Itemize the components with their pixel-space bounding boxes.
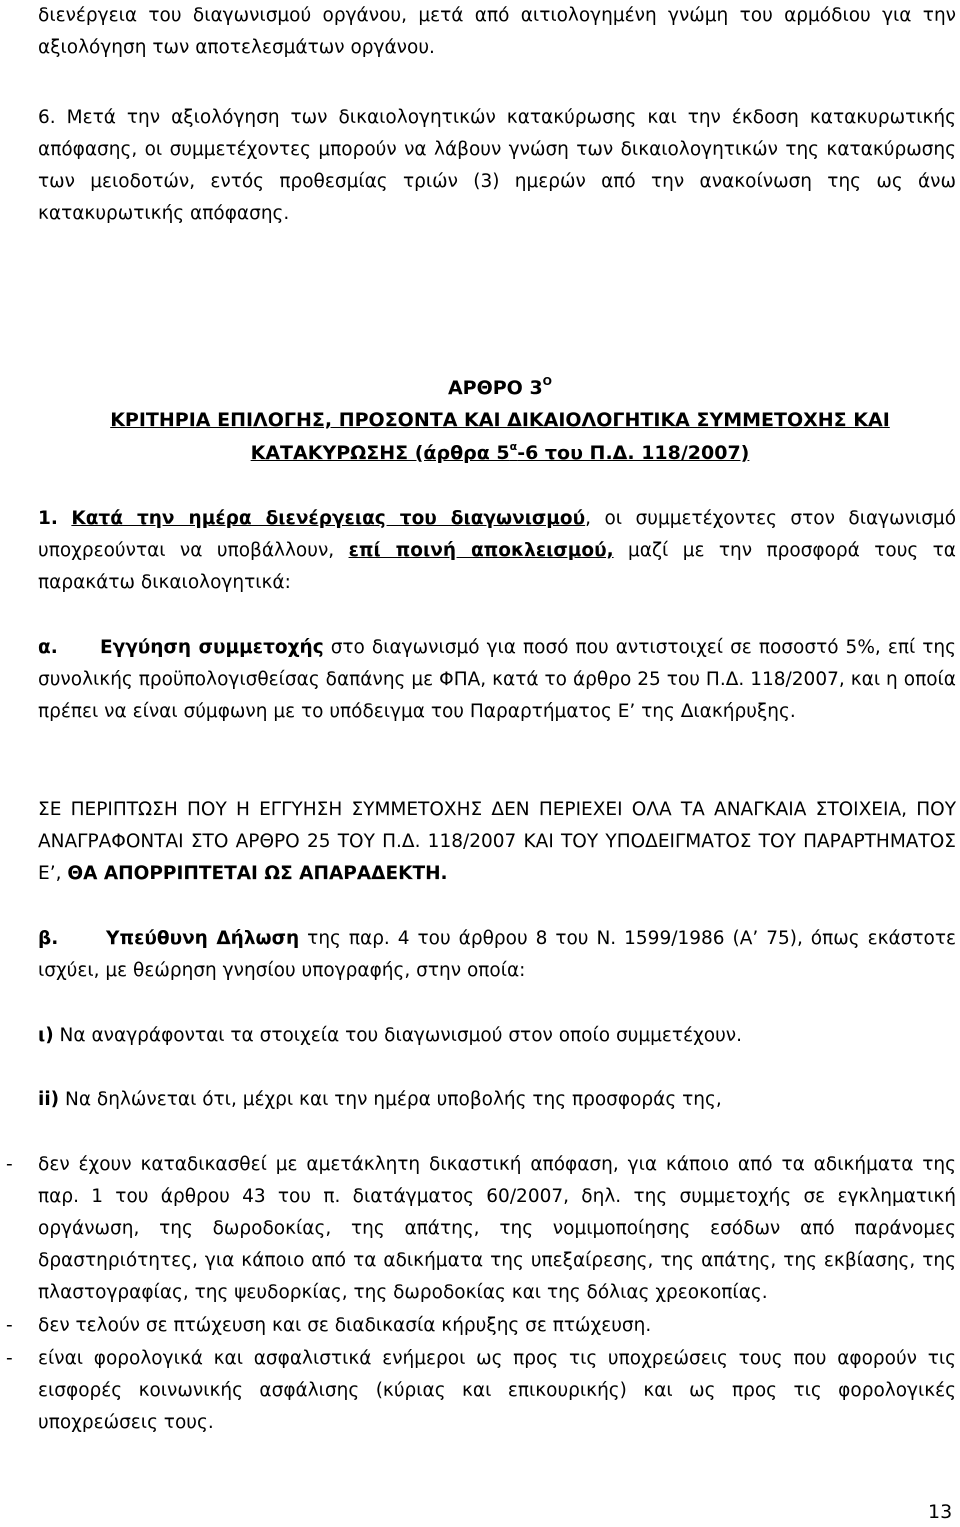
sub-item-ii bbox=[38, 1084, 956, 1116]
paragraph-1-emphasis: επί ποινή αποκλεισμού, bbox=[348, 540, 614, 561]
item-a-title: Εγγύηση συμμετοχής bbox=[99, 637, 324, 658]
item-b-label: β. bbox=[38, 928, 59, 949]
sub-item-i bbox=[38, 1020, 956, 1052]
paragraph-1-text1: , οι συμμετέχοντες στον διαγωνισμό υποχρεούνται να υποβάλλουν, bbox=[38, 508, 957, 561]
paragraph-1-lead: Κατά την ημέρα διενέργειας του διαγωνισμού bbox=[71, 508, 586, 529]
article-subtitle-2-sup: α bbox=[509, 440, 518, 453]
article-subtitle-2 bbox=[251, 442, 750, 464]
article-title-superscript: Ο bbox=[542, 375, 553, 388]
dash-item-text: δεν έχουν καταδικασθεί με αμετάκλητη δικαστική απόφαση, για κάποιο από τα αδικήματα της παρ. 1 του άρθρου 43 του π. διατάγματος 60/2007, δηλ. της συμμετοχής σε εγκληματική οργάνωση, της δωροδοκίας, της απάτης, της νομιμοποίησης εσόδων από παράνομες δραστηριότητες, για κάποιο από τα αδικήματα της υπεξαίρεσης, της απάτης, της εκβίασης, της πλαστογραφίας, της ψευδορκίας, της δωροδοκίας και της δόλιας χρεοκοπίας. bbox=[38, 1154, 956, 1303]
item-a-label: α. bbox=[38, 637, 58, 658]
warning-paragraph bbox=[38, 794, 956, 890]
article-title-text: ΑΡΘΡΟ 3 bbox=[447, 377, 543, 399]
dash-item-text: δεν τελούν σε πτώχευση και σε διαδικασία κήρυξης σε πτώχευση. bbox=[38, 1315, 652, 1336]
page-number: 13 bbox=[928, 1501, 953, 1523]
warning-text: ΣΕ ΠΕΡΙΠΤΩΣΗ ΠΟΥ Η ΕΓΓΥΗΣΗ ΣΥΜΜΕΤΟΧΗΣ ΔΕΝ ΠΕΡΙΕΧΕΙ ΟΛΑ ΤΑ ΑΝΑΓΚΑΙΑ ΣΤΟΙΧΕΙΑ, ΠΟΥ ΑΝΑΓΡΑΦΟΝΤΑΙ ΣΤΟ ΑΡΘΡΟ 25 ΤΟΥ Π.Δ. 118/2007 ΚΑΙ ΤΟΥ ΥΠΟΔΕΙΓΜΑΤΟΣ ΤΟΥ ΠΑΡΑΡΤΗΜΑΤΟΣ Ε’, bbox=[38, 799, 956, 884]
dash-bullet: - bbox=[6, 1315, 13, 1336]
article-subtitle-line-1 bbox=[0, 404, 960, 436]
paragraph-1-text2: μαζί με την προσφορά τους τα παρακάτω δικαιολογητικά: bbox=[38, 540, 956, 593]
paragraph-1-number: 1. bbox=[38, 508, 58, 529]
dash-bullet: - bbox=[6, 1348, 13, 1369]
sub-item-ii-text: Να δηλώνεται ότι, μέχρι και την ημέρα υποβολής της προσφοράς της, bbox=[59, 1089, 722, 1110]
article-subtitle-line-2 bbox=[0, 437, 960, 469]
paragraph-6: 6. Μετά την αξιολόγηση των δικαιολογητικών κατακύρωσης και την έκδοση κατακυρωτικής απόφασης, οι συμμετέχοντες μπορούν να λάβουν γνώση των δικαιολογητικών της κατακύρωσης των μειοδοτών, εντός προθεσμίας τριών (3) ημερών από την ανακοίνωση της ως άνω κατακυρωτικής απόφασης. bbox=[38, 107, 956, 224]
item-a bbox=[38, 632, 956, 728]
article-subtitle-2a: ΚΑΤΑΚΥΡΩΣΗΣ (άρθρα 5 bbox=[250, 442, 510, 464]
paragraph-1 bbox=[38, 503, 956, 599]
dash-item-text: είναι φορολογικά και ασφαλιστικά ενήμεροι ως προς τις υποχρεώσεις τους που αφορούν τις εισφορές κοινωνικής ασφάλισης (κύριας και επικουρικής) και ως προς τις φορολογικές υποχρεώσεις τους. bbox=[38, 1348, 956, 1433]
sub-item-i-text: Να αναγράφονται τα στοιχεία του διαγωνισμού στον οποίο συμμετέχουν. bbox=[53, 1025, 742, 1046]
article-subtitle-2b: -6 του Π.Δ. 118/2007) bbox=[517, 442, 750, 464]
item-b bbox=[38, 923, 956, 987]
continuation-paragraph: διενέργεια του διαγωνισμού οργάνου, μετά από αιτιολογημένη γνώμη του αρμόδιου για την αξιολόγηση των αποτελεσμάτων οργάνου. bbox=[38, 5, 956, 58]
warning-bold: ΘΑ ΑΠΟΡΡΙΠΤΕΤΑΙ ΩΣ ΑΠΑΡΑΔΕΚΤΗ. bbox=[67, 863, 448, 884]
item-a-text: στο διαγωνισμό για ποσό που αντιστοιχεί σε ποσοστό 5%, επί της συνολικής προϋπολογισθείσας δαπάνης με ΦΠΑ, κατά το άρθρο 25 του Π.Δ. 118/2007, και η οποία πρέπει να είναι σύμφωνη με το υπόδειγμα του Παραρτήματος Ε’ της Διακήρυξης. bbox=[38, 637, 956, 722]
item-b-title: Υπεύθυνη Δήλωση bbox=[106, 928, 300, 949]
sub-item-ii-label: ii) bbox=[38, 1089, 60, 1110]
item-b-text: της παρ. 4 του άρθρου 8 του Ν. 1599/1986 (Α’ 75), όπως εκάστοτε ισχύει, με θεώρηση γνησίου υπογραφής, στην οποία: bbox=[38, 928, 956, 981]
article-subtitle-1-text: ΚΡΙΤΗΡΙΑ ΕΠΙΛΟΓΗΣ, ΠΡΟΣΟΝΤΑ ΚΑΙ ΔΙΚΑΙΟΛΟΓΗΤΙΚΑ ΣΥΜΜΕΤΟΧΗΣ ΚΑΙ bbox=[110, 409, 890, 431]
article-title bbox=[0, 372, 960, 404]
sub-item-i-label: ι) bbox=[38, 1025, 54, 1046]
dash-bullet: - bbox=[6, 1154, 13, 1175]
